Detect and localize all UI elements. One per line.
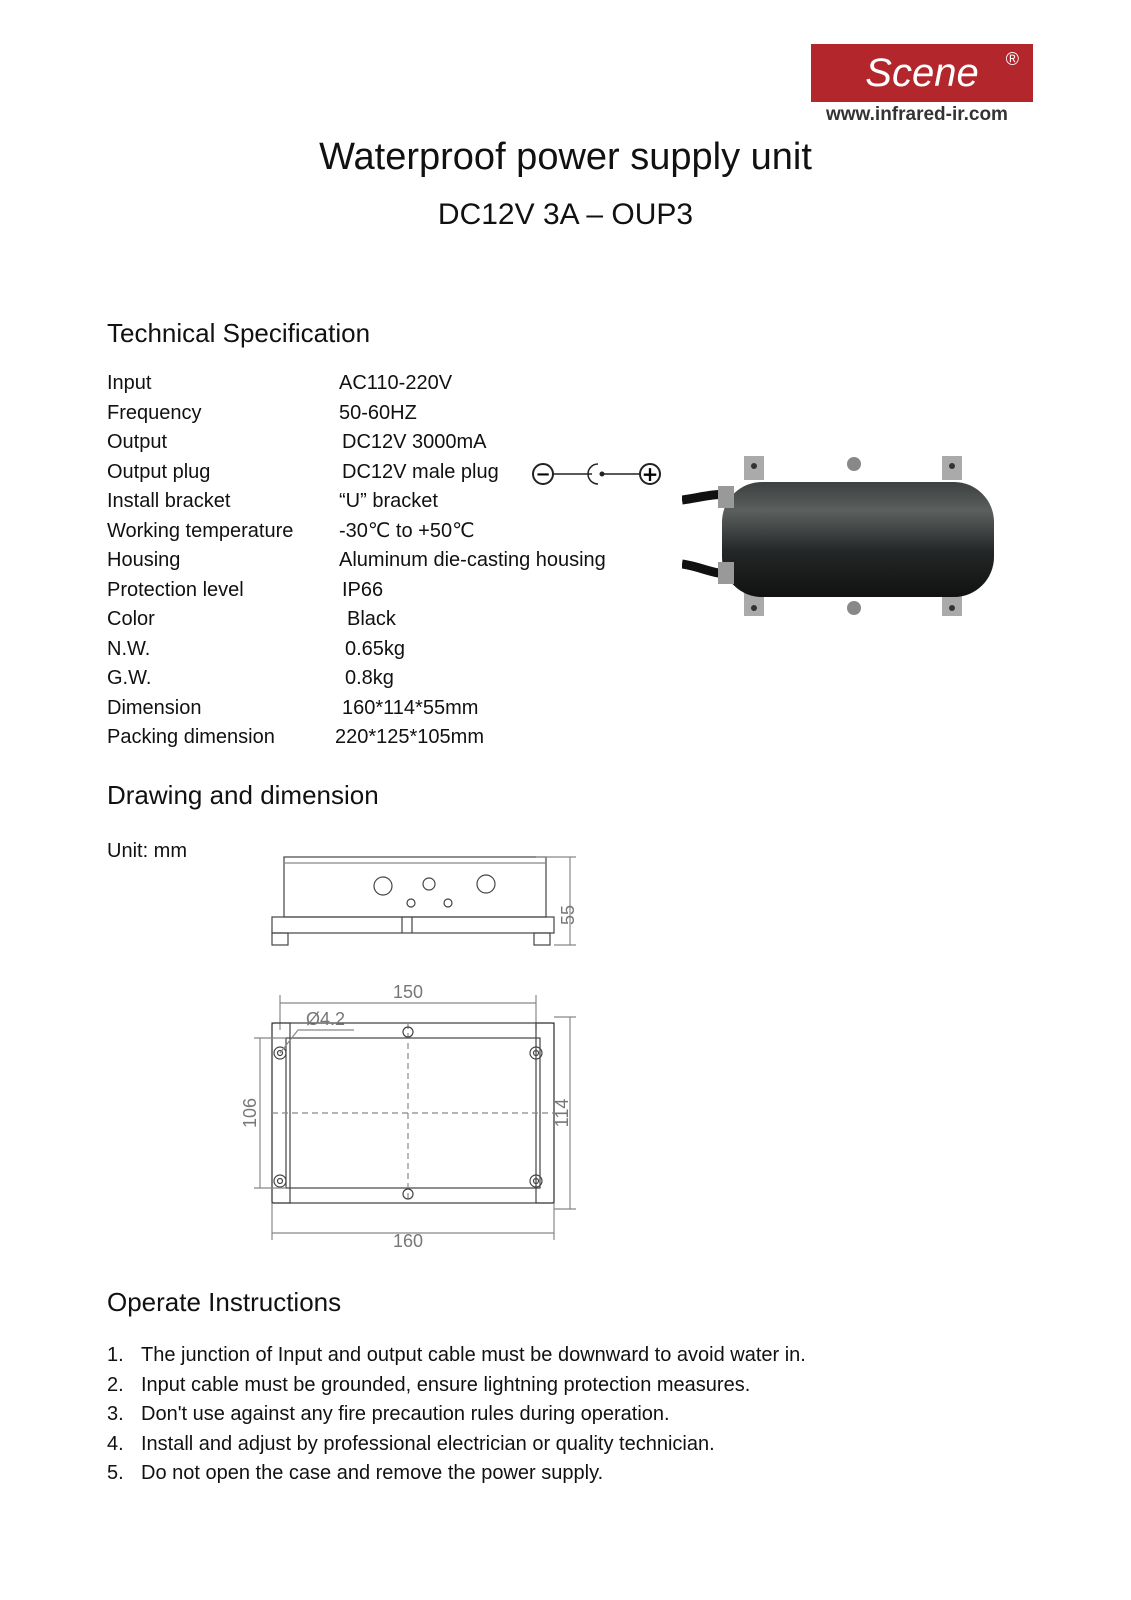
spec-value: 0.8kg (345, 667, 394, 689)
dim-inner-height: 106 (240, 1097, 260, 1129)
spec-value: “U” bracket (339, 490, 438, 512)
spec-label: Protection level (107, 578, 244, 601)
spec-label: Packing dimension (107, 726, 275, 748)
plug-polarity-icon (530, 458, 670, 492)
unit-label: Unit: mm (107, 840, 187, 862)
spec-label: Input (107, 372, 152, 394)
item-number: 2. (107, 1373, 124, 1396)
registered-mark: ® (1005, 49, 1019, 69)
spec-value: -30℃ to +50℃ (339, 519, 475, 542)
brand-name: Scene (865, 51, 979, 95)
list-item (107, 1459, 806, 1489)
list-item (107, 1341, 806, 1371)
item-text: Input cable must be grounded, ensure lightning protection measures. (141, 1373, 751, 1396)
plug-minus: − (535, 464, 551, 485)
item-text: The junction of Input and output cable must be downward to avoid water in. (141, 1344, 806, 1366)
spec-value: DC12V 3000mA (342, 431, 487, 453)
spec-label: G.W. (107, 667, 152, 689)
instructions-heading: Operate Instructions (107, 1287, 342, 1317)
item-number: 1. (107, 1344, 124, 1366)
dim-hole-diameter: Ø4.2 (306, 1009, 346, 1029)
instructions-list (107, 1341, 806, 1489)
list-item (107, 1371, 806, 1401)
spec-heading: Technical Specification (107, 318, 371, 348)
spec-value: DC12V male plug (342, 460, 499, 483)
spec-value: 160*114*55mm (342, 696, 479, 719)
drawing-heading: Drawing and dimension (107, 780, 379, 810)
item-number: 3. (107, 1403, 124, 1425)
spec-value: 220*125*105mm (335, 726, 484, 748)
item-text: Do not open the case and remove the power supply. (141, 1462, 604, 1484)
list-item (107, 1400, 806, 1430)
dim-height: 55 (558, 904, 578, 926)
spec-label: Color (107, 608, 155, 630)
page-title: Waterproof power supply unit (319, 136, 812, 178)
spec-label: N.W. (107, 637, 151, 660)
item-text: Install and adjust by professional electrician or quality technician. (141, 1432, 715, 1455)
item-number: 4. (107, 1432, 124, 1455)
spec-label: Install bracket (107, 490, 231, 512)
spec-value: Aluminum die-casting housing (339, 549, 606, 571)
page-subtitle: DC12V 3A – OUP3 (437, 198, 694, 231)
spec-value: AC110-220V (339, 372, 453, 394)
product-photo (682, 442, 1012, 642)
spec-label: Output (107, 431, 168, 453)
brand-url[interactable]: www.infrared-ir.com (826, 104, 1008, 125)
dim-length: 160 (392, 1231, 424, 1251)
spec-label: Output plug (107, 460, 211, 483)
item-text: Don't use against any fire precaution rules during operation. (141, 1403, 670, 1425)
item-number: 5. (107, 1462, 124, 1484)
spec-value: Black (347, 608, 396, 630)
dim-hole-spacing: 150 (392, 982, 424, 1002)
dimension-drawing (236, 855, 596, 1255)
spec-value: IP66 (342, 578, 384, 601)
spec-value: 0.65kg (345, 637, 406, 660)
plug-plus: + (641, 462, 659, 486)
spec-label: Working temperature (107, 519, 294, 542)
brand-logo (811, 44, 1033, 102)
dim-outer-height: 114 (552, 1098, 572, 1128)
spec-label: Housing (107, 549, 181, 571)
spec-value: 50-60HZ (339, 401, 417, 424)
spec-label: Frequency (107, 401, 202, 424)
spec-label: Dimension (107, 696, 202, 719)
list-item (107, 1430, 806, 1460)
